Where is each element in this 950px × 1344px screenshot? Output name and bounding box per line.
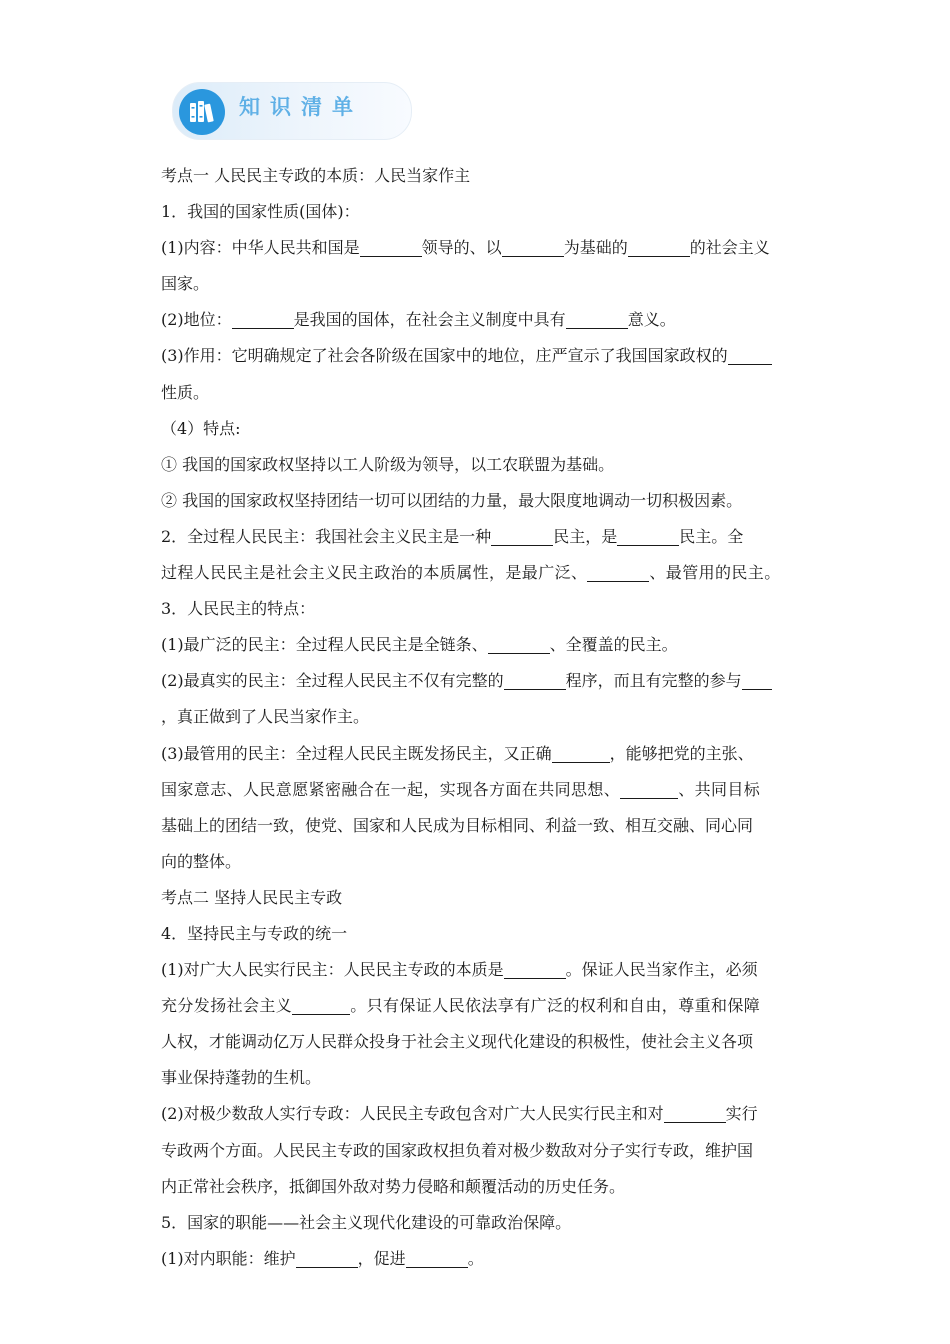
paragraph-line: 过程人民民主是社会主义民主政治的本质属性，是最广泛、 、最管用的民主。 bbox=[161, 563, 781, 583]
paragraph-line: 充分发扬社会主义 。只有保证人民依法享有广泛的权利和自由，尊重和保障 bbox=[161, 996, 761, 1016]
paragraph-line: （4）特点: bbox=[161, 418, 241, 438]
paragraph-line: (1)最广泛的民主：全过程人民民主是全链条、 、全覆盖的民主。 bbox=[161, 635, 678, 655]
paragraph-line: 性质。 bbox=[161, 382, 210, 402]
heading-item-2: 2．全过程人民民主：我国社会主义民主是一种 民主，是 民主。全 bbox=[161, 526, 744, 546]
fill-blank[interactable] bbox=[552, 742, 610, 763]
fill-blank[interactable] bbox=[504, 958, 566, 979]
heading-item-3: 3．人民民主的特点： bbox=[161, 599, 316, 619]
paragraph-line: ② 我国的国家政权坚持团结一切可以团结的力量，最大限度地调动一切积极因素。 bbox=[161, 490, 743, 510]
fill-blank[interactable] bbox=[742, 669, 772, 690]
paragraph-line: 基础上的团结一致，使党、国家和人民成为目标相同、利益一致、相互交融、同心同 bbox=[161, 815, 754, 835]
paragraph-line: (1)内容：中华人民共和国是 领导的、以 为基础的 的社会主义 bbox=[161, 238, 770, 258]
fill-blank[interactable] bbox=[360, 236, 422, 257]
paragraph-line: (3)作用：它明确规定了社会各阶级在国家中的地位，庄严宣示了我国国家政权的 bbox=[161, 338, 793, 374]
heading-item-5: 5．国家的职能——社会主义现代化建设的可靠政治保障。 bbox=[161, 1212, 572, 1232]
fill-blank[interactable] bbox=[620, 778, 678, 799]
paragraph-line: 内正常社会秩序，抵御国外敌对势力侵略和颠覆活动的历史任务。 bbox=[161, 1176, 626, 1196]
section-title: 知识清单 bbox=[239, 95, 363, 119]
fill-blank[interactable] bbox=[502, 236, 564, 257]
paragraph-line: 事业保持蓬勃的生机。 bbox=[161, 1068, 322, 1088]
paragraph-line: ，真正做到了人民当家作主。 bbox=[161, 707, 370, 727]
document-body bbox=[161, 158, 793, 1277]
heading-topic-2: 考点二 坚持人民民主专政 bbox=[161, 887, 343, 907]
heading-topic-1: 考点一 人民民主专政的本质：人民当家作主 bbox=[161, 166, 471, 185]
books-icon bbox=[179, 89, 225, 135]
paragraph-line: 人权，才能调动亿万人民群众投身于社会主义现代化建设的积极性，使社会主义各项 bbox=[161, 1032, 754, 1052]
paragraph-line: 国家。 bbox=[161, 274, 210, 294]
section-badge bbox=[172, 82, 412, 140]
heading-item-1: 1．我国的国家性质(国体)： bbox=[161, 202, 360, 222]
fill-blank[interactable] bbox=[566, 308, 628, 329]
paragraph-line: (2)地位： 是我国的国体，在社会主义制度中具有 意义。 bbox=[161, 310, 676, 330]
fill-blank[interactable] bbox=[292, 994, 350, 1015]
fill-blank[interactable] bbox=[491, 525, 553, 546]
fill-blank[interactable] bbox=[232, 308, 294, 329]
fill-blank[interactable] bbox=[628, 236, 690, 257]
fill-blank[interactable] bbox=[406, 1247, 468, 1268]
paragraph-line: (2)最真实的民主：全过程人民民主不仅有完整的 程序，而且有完整的参与 bbox=[161, 663, 793, 699]
paragraph-line: ① 我国的国家政权坚持以工人阶级为领导，以工农联盟为基础。 bbox=[161, 454, 615, 474]
paragraph-line: (1)对广大人民实行民主：人民民主专政的本质是 。保证人民当家作主，必须 bbox=[161, 960, 758, 980]
paragraph-line: 国家意志、人民意愿紧密融合在一起，实现各方面在共同思想、 、共同目标 bbox=[161, 779, 761, 799]
fill-blank[interactable] bbox=[488, 633, 550, 654]
fill-blank[interactable] bbox=[296, 1247, 358, 1268]
fill-blank[interactable] bbox=[504, 669, 566, 690]
fill-blank[interactable] bbox=[728, 344, 772, 365]
paragraph-line: (2)对极少数敌人实行专政：人民民主专政包含对广大人民实行民主和对 实行 bbox=[161, 1104, 758, 1124]
fill-blank[interactable] bbox=[664, 1102, 726, 1123]
paragraph-line: (1)对内职能：维护 ，促进 。 bbox=[161, 1248, 484, 1268]
fill-blank[interactable] bbox=[587, 561, 649, 582]
paragraph-line: 专政两个方面。人民民主专政的国家政权担负着对极少数敌对分子实行专政，维护国 bbox=[161, 1140, 754, 1160]
fill-blank[interactable] bbox=[617, 525, 679, 546]
paragraph-line: 向的整体。 bbox=[161, 851, 242, 871]
paragraph-line: (3)最管用的民主：全过程人民民主既发扬民主，又正确 ，能够把党的主张、 bbox=[161, 743, 754, 763]
heading-item-4: 4．坚持民主与专政的统一 bbox=[161, 923, 348, 943]
